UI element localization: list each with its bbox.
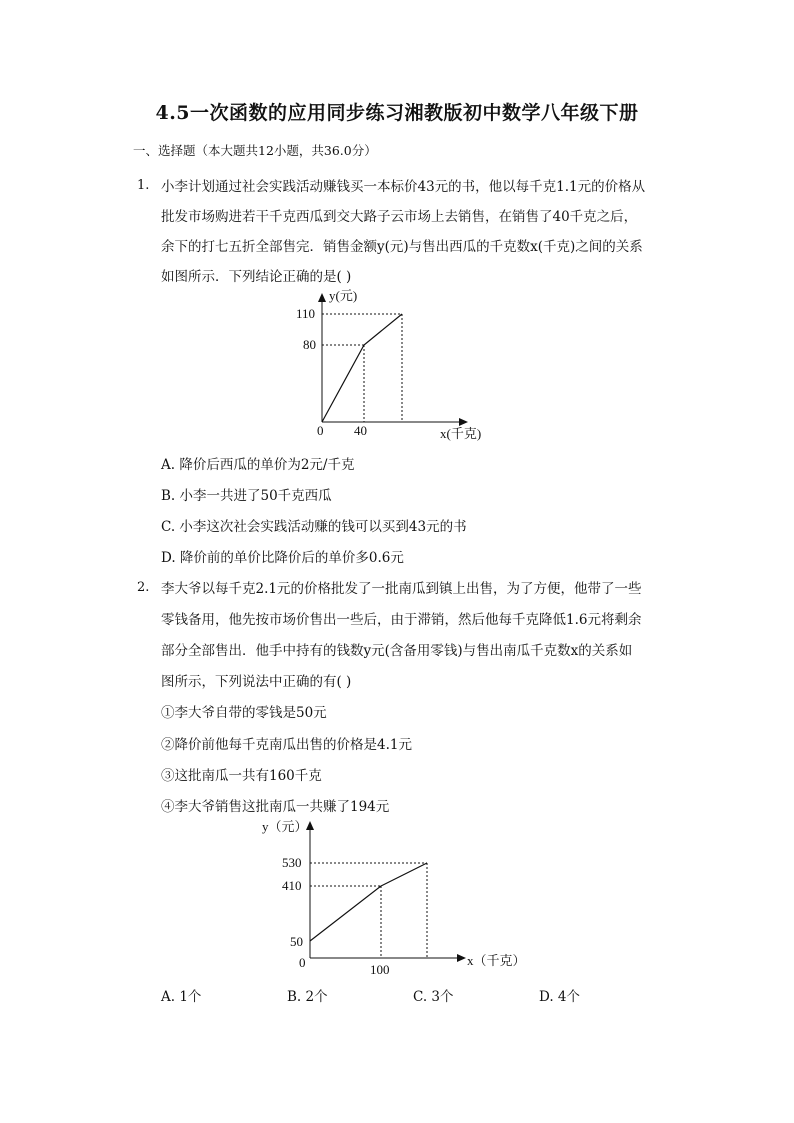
question-1-number: 1.	[137, 178, 150, 193]
question-2-option-a: A. 1个	[161, 989, 202, 1005]
question-2-option-c: C. 3个	[413, 989, 454, 1005]
origin-label: 0	[317, 423, 324, 438]
function-line	[322, 314, 402, 422]
y-axis-label: y（元）	[262, 819, 308, 834]
x-axis-arrow	[457, 954, 466, 962]
y-tick-50: 50	[290, 934, 303, 949]
question-2-statement-2: ②降价前他每千克南瓜出售的价格是4.1元	[161, 737, 412, 753]
x-tick-40: 40	[354, 423, 367, 438]
question-1-option-c: C. 小李这次社会实践活动赚的钱可以买到43元的书	[161, 519, 467, 535]
question-1-line-3: 余下的打七五折全部售完．销售金额y(元)与售出西瓜的千克数x(千克)之间的关系	[161, 239, 643, 255]
y-tick-530: 530	[282, 855, 302, 870]
x-tick-100: 100	[370, 962, 390, 977]
y-tick-110: 110	[296, 306, 316, 321]
question-2-option-d: D. 4个	[539, 989, 581, 1005]
question-2-number: 2.	[137, 580, 150, 595]
question-1-option-a: A. 降价后西瓜的单价为2元/千克	[161, 457, 355, 473]
question-2-option-b: B. 2个	[287, 989, 328, 1005]
y-axis-label: y(元)	[329, 288, 358, 303]
x-axis-label: x(千克)	[440, 426, 482, 441]
page-title: 4.5一次函数的应用同步练习湘教版初中数学八年级下册	[155, 102, 639, 124]
question-2-line-3: 部分全部售出．他手中持有的钱数y元(含备用零钱)与售出南瓜千克数x的关系如	[161, 643, 633, 659]
section-heading: 一、选择题（本大题共12小题，共36.0分）	[133, 143, 377, 158]
origin-label: 0	[299, 955, 306, 970]
y-tick-410: 410	[282, 878, 302, 893]
question-1-line-1: 小李计划通过社会实践活动赚钱买一本标价43元的书，他以每千克1.1元的价格从	[161, 179, 646, 195]
question-2-statement-4: ④李大爷销售这批南瓜一共赚了194元	[161, 799, 390, 815]
question-1-line-2: 批发市场购进若干千克西瓜到交大路子云市场上去销售，在销售了40千克之后，	[161, 209, 638, 225]
question-1-option-d: D. 降价前的单价比降价后的单价多0.6元	[161, 550, 404, 566]
question-2-graph	[262, 815, 542, 980]
question-2-statement-3: ③这批南瓜一共有160千克	[161, 768, 322, 784]
x-axis-label: x（千克）	[467, 953, 526, 968]
y-tick-80: 80	[303, 337, 316, 352]
question-1-line-4: 如图所示．下列结论正确的是( )	[161, 269, 352, 285]
function-line	[310, 863, 427, 941]
question-2-line-2: 零钱备用，他先按市场价售出一些后，由于滞销，然后他每千克降低1.6元将剩余	[161, 612, 642, 628]
question-2-line-1: 李大爷以每千克2.1元的价格批发了一批南瓜到镇上出售，为了方便，他带了一些	[161, 581, 642, 597]
question-1-graph	[290, 285, 510, 450]
question-1-option-b: B. 小李一共进了50千克西瓜	[161, 488, 332, 504]
y-axis-arrow	[318, 293, 326, 302]
question-2-statement-1: ①李大爷自带的零钱是50元	[161, 705, 327, 721]
question-2-line-4: 图所示，下列说法中正确的有( )	[161, 674, 352, 690]
x-axis-arrow	[459, 418, 468, 426]
